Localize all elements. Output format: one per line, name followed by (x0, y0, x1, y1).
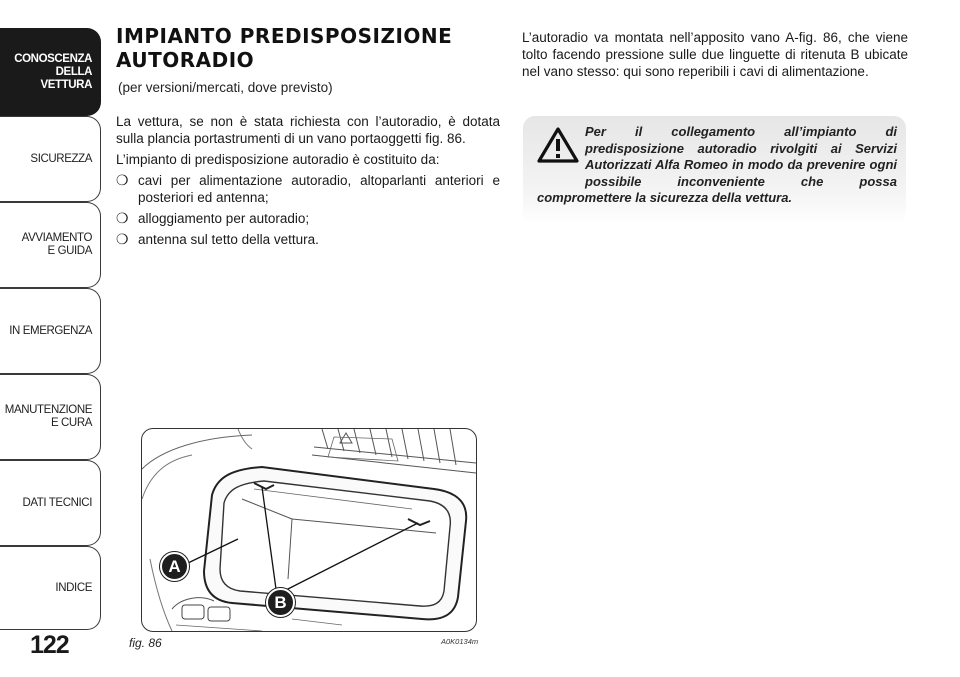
list-item-text: antenna sul tetto della vettura. (138, 232, 319, 247)
tab-conoscenza-della-vettura[interactable] (0, 28, 101, 116)
tab-label-line: INDICE (55, 581, 92, 594)
components-intro: L’impianto di predisposizione autoradio è costituito da: (116, 152, 440, 167)
page-number: 122 (30, 631, 69, 659)
warning-text: Per il collegamento all’impianto di predisposizione autoradio rivolgiti ai Servizi Autorizzati Alfa Romeo in modo da prevenire ogni possibile inconveniente che possa compromettere la sicurezza della vettura. (537, 124, 897, 205)
callout-a-label: A (168, 557, 181, 576)
tab-sicurezza[interactable] (0, 116, 101, 202)
bullet-icon: ❍ (116, 210, 129, 226)
list-item-text: alloggiamento per autoradio; (138, 211, 310, 226)
section-subtitle: (per versioni/mercati, dove previsto) (118, 80, 333, 95)
tab-label-line: SICUREZZA (30, 152, 92, 165)
tab-label-line: DELLA (55, 65, 92, 78)
warning-text-container (537, 124, 897, 207)
callout-a-badge (160, 552, 189, 581)
installation-paragraph: L’autoradio va montata nell’apposito vano A-fig. 86, che viene tolto facendo pressione sulle due linguette di ritenuta B ubicate nel vano stesso: qui sono reperibili i cavi di alimentazione. (522, 30, 908, 79)
tab-dati-tecnici[interactable] (0, 460, 101, 546)
tab-label-line: DATI TECNICI (22, 496, 92, 509)
bullet-icon: ❍ (116, 231, 129, 247)
figure-code: A0K0134m (441, 637, 479, 646)
callout-b-label: B (274, 593, 287, 612)
tab-manutenzione-e-cura[interactable] (0, 374, 101, 460)
list-item (116, 210, 500, 227)
icon-spacer (537, 124, 585, 174)
section-title: IMPIANTO PREDISPOSIZIONE AUTORADIO (116, 24, 453, 72)
list-item (116, 172, 500, 206)
tab-avviamento-e-guida[interactable] (0, 202, 101, 288)
tab-in-emergenza[interactable] (0, 288, 101, 374)
dashboard-compartment-illustration (142, 429, 476, 631)
tab-label-line: E GUIDA (47, 245, 92, 257)
tab-label-line: MANUTENZIONE (4, 404, 92, 416)
components-list (116, 172, 500, 248)
intro-paragraph: La vettura, se non è stata richiesta con l’autoradio, è dotata sulla plancia portastrumenti di un vano portaoggetti fig. 86. (116, 114, 500, 146)
figure-caption: fig. 86 (129, 636, 162, 650)
tab-label-line: IN EMERGENZA (9, 324, 92, 337)
left-body (116, 113, 500, 252)
figure-86 (141, 428, 477, 632)
tab-label-line: VETTURA (40, 78, 92, 91)
bullet-icon: ❍ (116, 172, 129, 188)
callout-b-badge (266, 588, 295, 617)
tab-label-line: AVVIAMENTO (21, 232, 92, 244)
tab-indice[interactable] (0, 546, 101, 630)
warning-box (523, 116, 906, 224)
list-item (116, 231, 500, 248)
list-item-text: cavi per alimentazione autoradio, altoparlanti anteriori e posteriori ed antenna; (138, 173, 500, 205)
tab-label-line: E CURA (50, 417, 92, 429)
tab-label-line: CONOSCENZA (14, 52, 92, 65)
